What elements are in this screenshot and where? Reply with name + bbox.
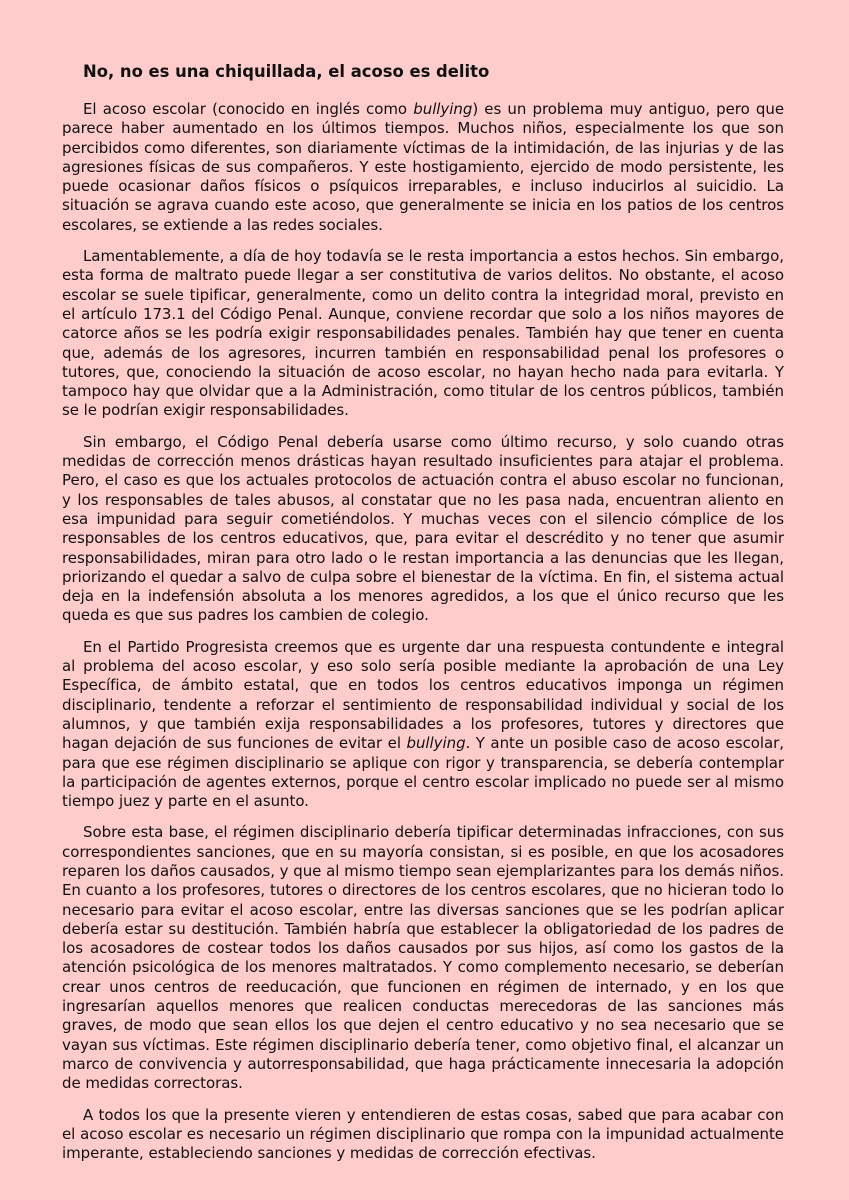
paragraph-1 xyxy=(62,100,784,235)
paragraph-4 xyxy=(62,638,784,812)
document-title: No, no es una chiquillada, el acoso es delito xyxy=(83,62,490,81)
paragraph-4-text-b: . Y ante un posible caso de acoso escolar, para que ese régimen disciplinario se aplique con rigor y transparencia, se debería contemplar la participación de agentes externos, porque el centro escolar implicado no puede ser al mismo tiempo juez y parte en el asunto. xyxy=(62,734,784,811)
paragraph-2: Lamentablemente, a día de hoy todavía se le resta importancia a estos hechos. Sin embargo, esta forma de maltrato puede llegar a ser constitutiva de varios delitos. No obstante, el acoso escolar se suele tipificar, generalmente, como un delito contra la integridad moral, previsto en el artículo 173.1 del Código Penal. Aunque, conviene recordar que solo a los niños mayores de catorce años se les podría exigir responsabilidades penales. También hay que tener en cuenta que, además de los agresores, incurren también en responsabilidad penal los profesores o tutores, que, conociendo la situación de acoso escolar, no hayan hecho nada para evitarla. Y tampoco hay que olvidar que a la Administración, como titular de los centros públicos, también se le podrían exigir responsabilidades. xyxy=(62,247,784,420)
paragraph-6: A todos los que la presente vieren y entendieren de estas cosas, sabed que para acabar con el acoso escolar es necesario un régimen disciplinario que rompa con la impunidad actualmente imperante, estableciendo sanciones y medidas de corrección efectivas. xyxy=(62,1105,784,1163)
paragraph-1-text-a: El acoso escolar (conocido en inglés como xyxy=(83,100,414,118)
paragraph-4-emphasis: bullying xyxy=(406,734,466,753)
paragraph-1-text-b: ) es un problema muy antiguo, pero que parece haber aumentado en los últimos tiempos. Muchos niños, especialmente los que son percibidos como diferentes, son diariamente víctimas de la intimidación, de las injurias y de las agresiones físicas de sus compañeros. Y este hostigamiento, ejercido de modo persistente, les puede ocasionar daños físicos o psíquicos irreparables, e incluso inducirlos al suicidio. La situación se agrava cuando este acoso, que generalmente se inicia en los patios de los centros escolares, se extiende a las redes sociales. xyxy=(62,100,784,234)
paragraph-3: Sin embargo, el Código Penal debería usarse como último recurso, y solo cuando otras medidas de corrección menos drásticas hayan resultado insuficientes para atajar el problema. Pero, el caso es que los actuales protocolos de actuación contra el abuso escolar no funcionan, y los responsables de tales abusos, al constatar que no les pasa nada, encuentran aliento en esa impunidad para seguir cometiéndolos. Y muchas veces con el silencio cómplice de los responsables de los centros educativos, que, para evitar el descrédito y no tener que asumir responsabilidades, miran para otro lado o le restan importancia a las denuncias que les llegan, priorizando el quedar a salvo de culpa sobre el bienestar de la víctima. En fin, el sistema actual deja en la indefensión absoluta a los menores agredidos, a los que el único recurso que les queda es que sus padres los cambien de colegio. xyxy=(62,432,784,625)
paragraph-4-text-a: En el Partido Progresista creemos que es urgente dar una respuesta contundente e integral al problema del acoso escolar, y eso solo sería posible mediante la aprobación de una Ley Específica, de ámbito estatal, que en todos los centros educativos imponga un régimen disciplinario, tendente a reforzar el sentimiento de responsabilidad individual y social de los alumnos, y que también exija responsabilidades a los profesores, tutores y directores que hagan dejación de sus funciones de evitar el xyxy=(62,637,784,753)
paragraph-1-emphasis: bullying xyxy=(413,100,473,118)
paragraph-5: Sobre esta base, el régimen disciplinario debería tipificar determinadas infracciones, con sus correspondientes sanciones, que en su mayoría consistan, si es posible, en que los acosadores reparen los daños causados, y que al mismo tiempo sean ejemplarizantes para los demás niños. En cuanto a los profesores, tutores o directores de los centros escolares, que no hicieran todo lo necesario para evitar el acoso escolar, entre las diversas sanciones que se les podrían aplicar debería estar su destitución. También habría que establecer la obligatoriedad de los padres de los acosadores de costear todos los daños causados por sus hijos, así como los gastos de la atención psicológica de los menores maltratados. Y como complemento necesario, se deberían crear unos centros de reeducación, que funcionen en régimen de internado, y en los que ingresarían aquellos menores que realicen conductas merecedoras de las sanciones más graves, de modo que sean ellos los que dejen el centro educativo y no sea necesario que se vayan sus víctimas. Este régimen disciplinario debería tener, como objetivo final, el alcanzar un marco de convivencia y autorresponsabilidad, que haga prácticamente innecesaria la adopción de medidas correctoras. xyxy=(62,823,784,1093)
